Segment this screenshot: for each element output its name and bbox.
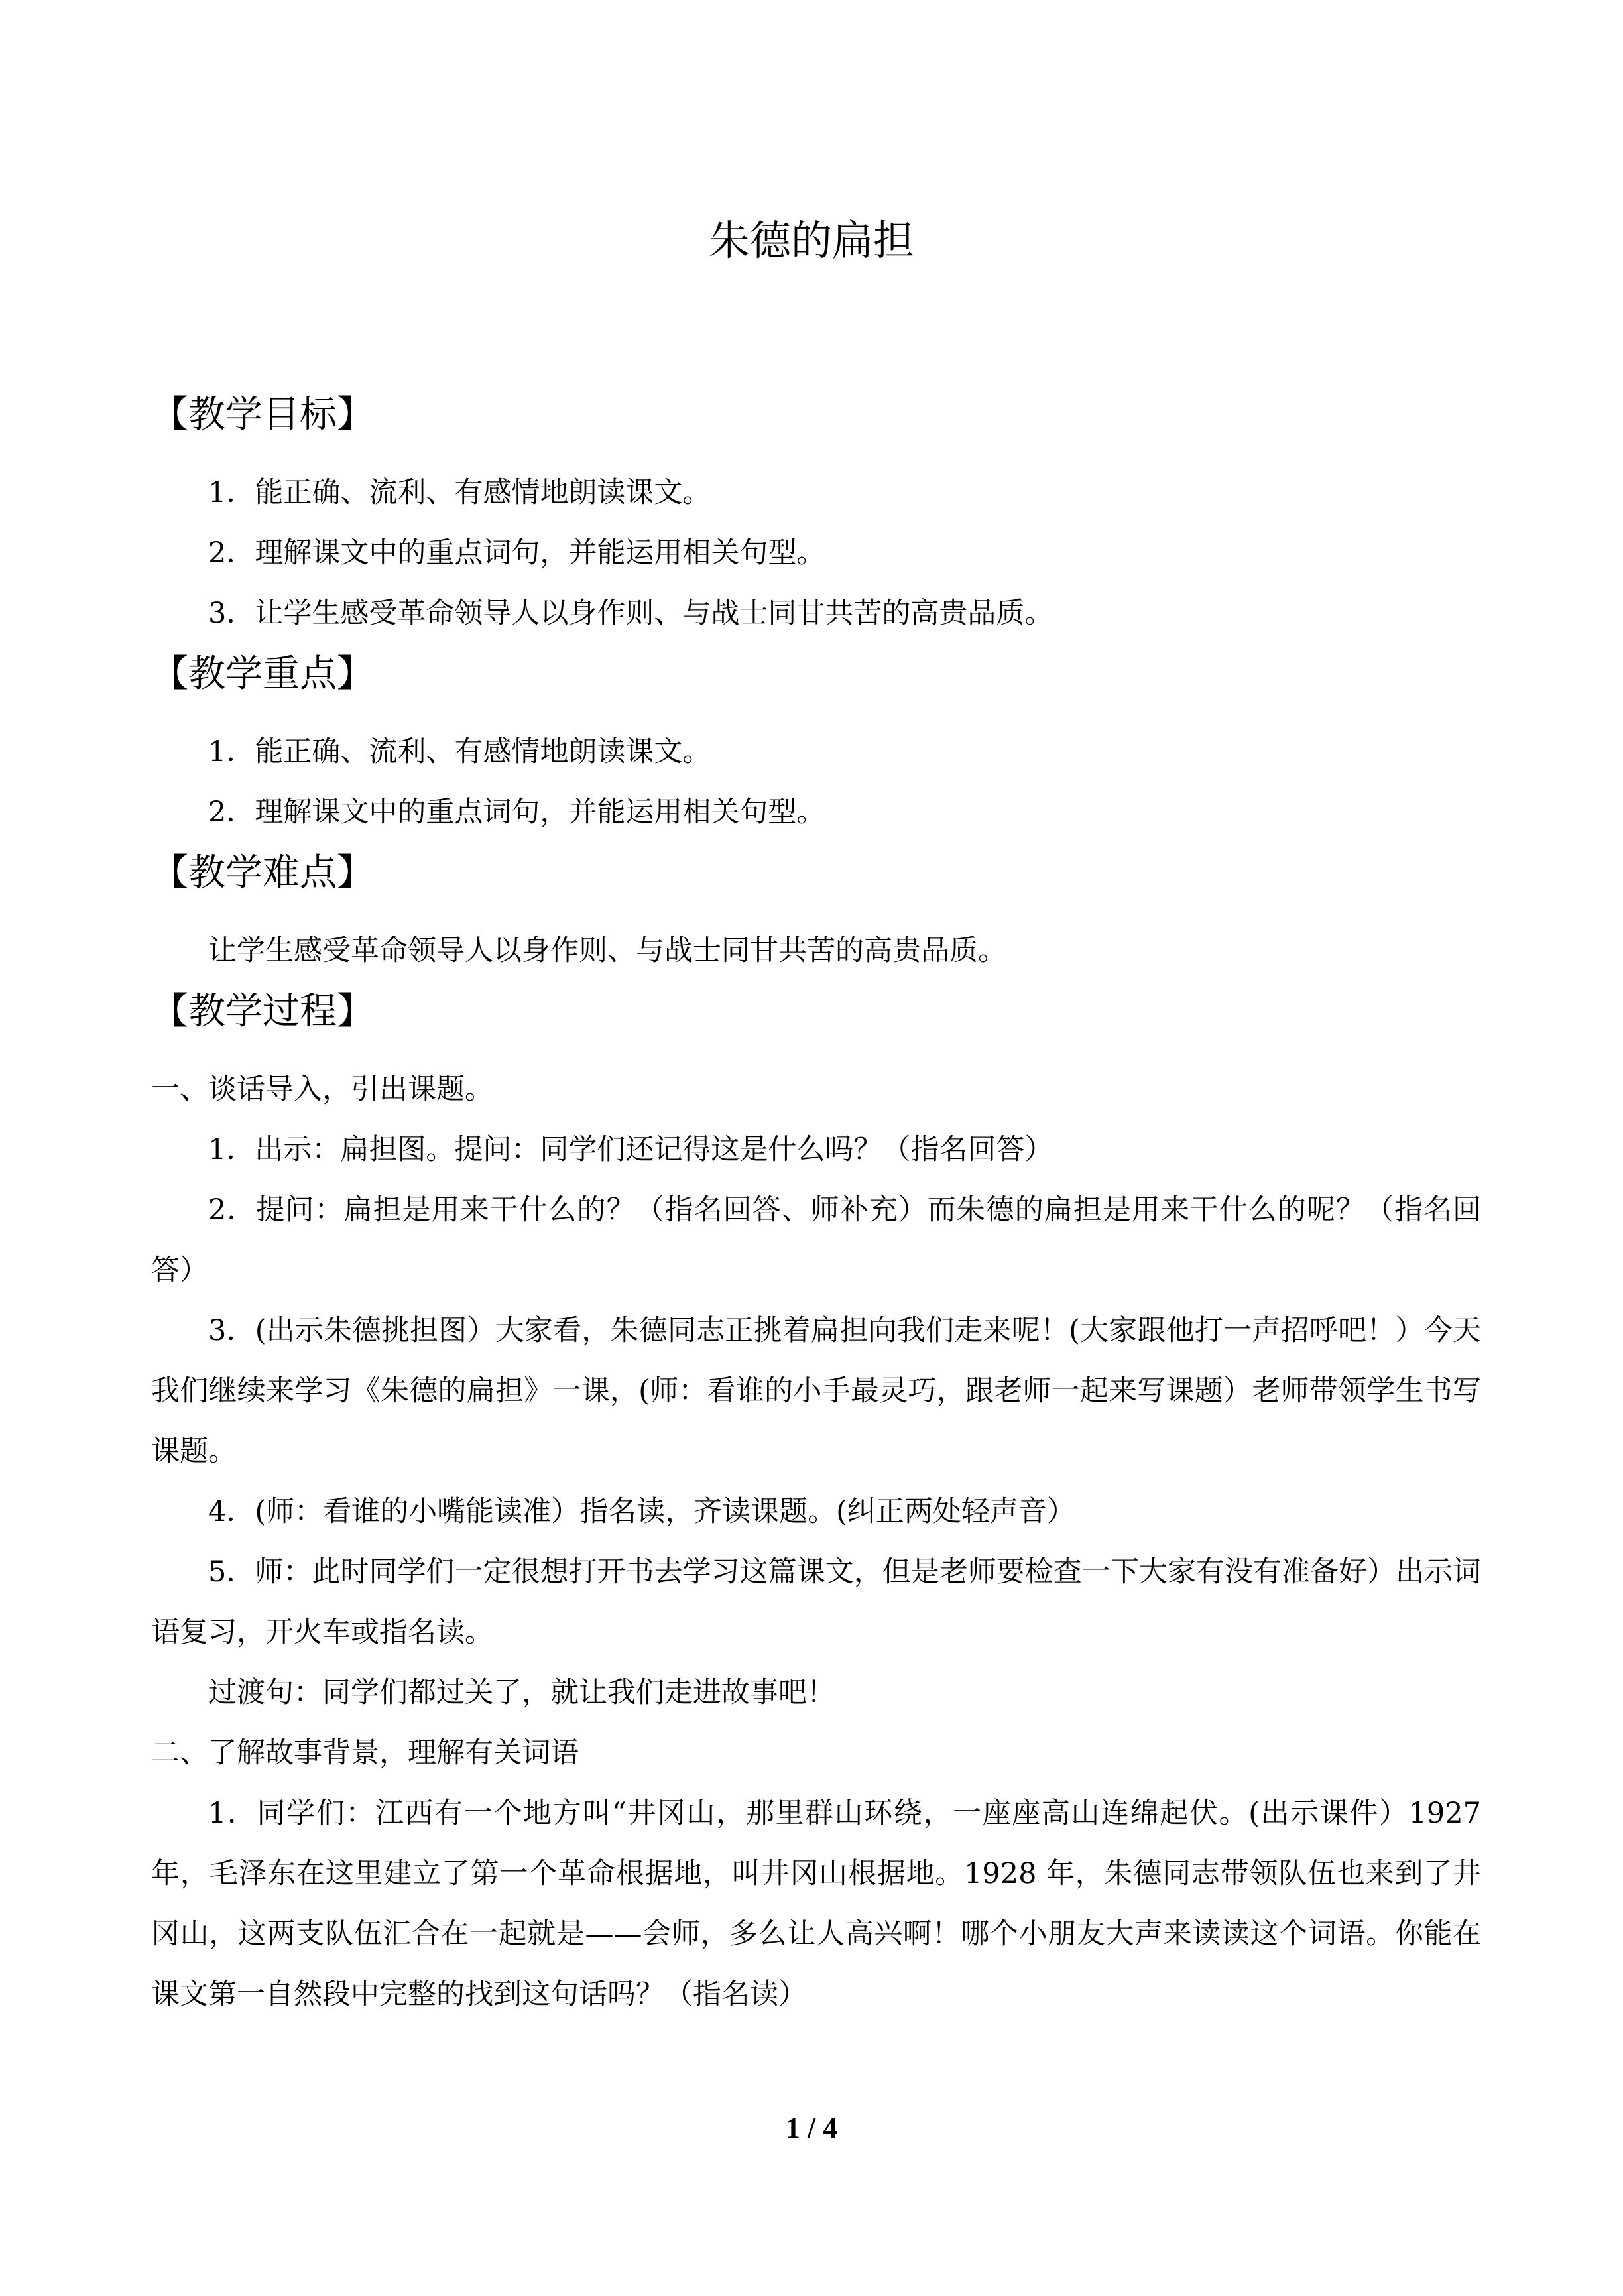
document-body: [151, 385, 1481, 2025]
process-part1-paragraph-2: 2．提问：扁担是用来干什么的？（指名回答、师补充）而朱德的扁担是用来干什么的呢？（指名回答）: [151, 1193, 1481, 1287]
goal-item-3: 3．让学生感受革命领导人以身作则、与战士同甘共苦的高贵品质。: [208, 597, 1053, 630]
process-part1-transition: 过渡句：同学们都过关了，就让我们走进故事吧！: [208, 1676, 835, 1709]
key-points-heading: 【教学重点】: [151, 652, 374, 695]
process-part1-paragraph-5: 5．师：此时同学们一定很想打开书去学习这篇课文，但是老师要检查一下大家有没有准备好）出示词语复习，开火车或指名读。: [151, 1555, 1481, 1649]
process-part2-title: 二、了解故事背景，理解有关词语: [151, 1736, 579, 1770]
process-part1-paragraph-3: 3．(出示朱德挑担图）大家看，朱德同志正挑着扁担向我们走来呢！(大家跟他打一声招呼吧！）今天我们继续来学习《朱德的扁担》一课，(师：看谁的小手最灵巧，跟老师一起来写课题）老师带领学生书写课题。: [151, 1314, 1481, 1468]
page-number: 1 / 4: [785, 2112, 838, 2144]
difficulties-text: 让学生感受革命领导人以身作则、与战士同甘共苦的高贵品质。: [208, 934, 1006, 967]
goals-heading: 【教学目标】: [151, 393, 374, 436]
process-part2-paragraph-1: 1．同学们：江西有一个地方叫“井冈山，那里群山环绕，一座座高山连绵起伏。(出示课件）1927 年，毛泽东在这里建立了第一个革命根据地，叫井冈山根据地。1928 年，朱德同志带领队伍也来到了井冈山，这两支队伍汇合在一起就是——会师，多么让人高兴啊！哪个小朋友大声来读读这个词语。你能在课文第一自然段中完整的找到这句话吗？（指名读）: [151, 1797, 1481, 2011]
process-part1-title: 一、谈话导入，引出课题。: [151, 1073, 493, 1106]
difficulties-heading: 【教学难点】: [151, 851, 374, 894]
key-point-item-1: 1．能正确、流利、有感情地朗读课文。: [208, 735, 711, 768]
document-title: 朱德的扁担: [708, 216, 914, 265]
key-point-item-2: 2．理解课文中的重点词句，并能运用相关句型。: [208, 796, 825, 829]
process-part1-paragraph-4: 4．(师：看谁的小嘴能读准）指名读，齐读课题。(纠正两处轻声音）: [208, 1495, 1075, 1528]
goal-item-2: 2．理解课文中的重点词句，并能运用相关句型。: [208, 536, 825, 570]
process-part1-paragraph-1: 1．出示：扁担图。提问：同学们还记得这是什么吗？（指名回答）: [208, 1133, 1053, 1166]
goal-item-1: 1．能正确、流利、有感情地朗读课文。: [208, 476, 711, 509]
process-heading: 【教学过程】: [151, 990, 374, 1033]
